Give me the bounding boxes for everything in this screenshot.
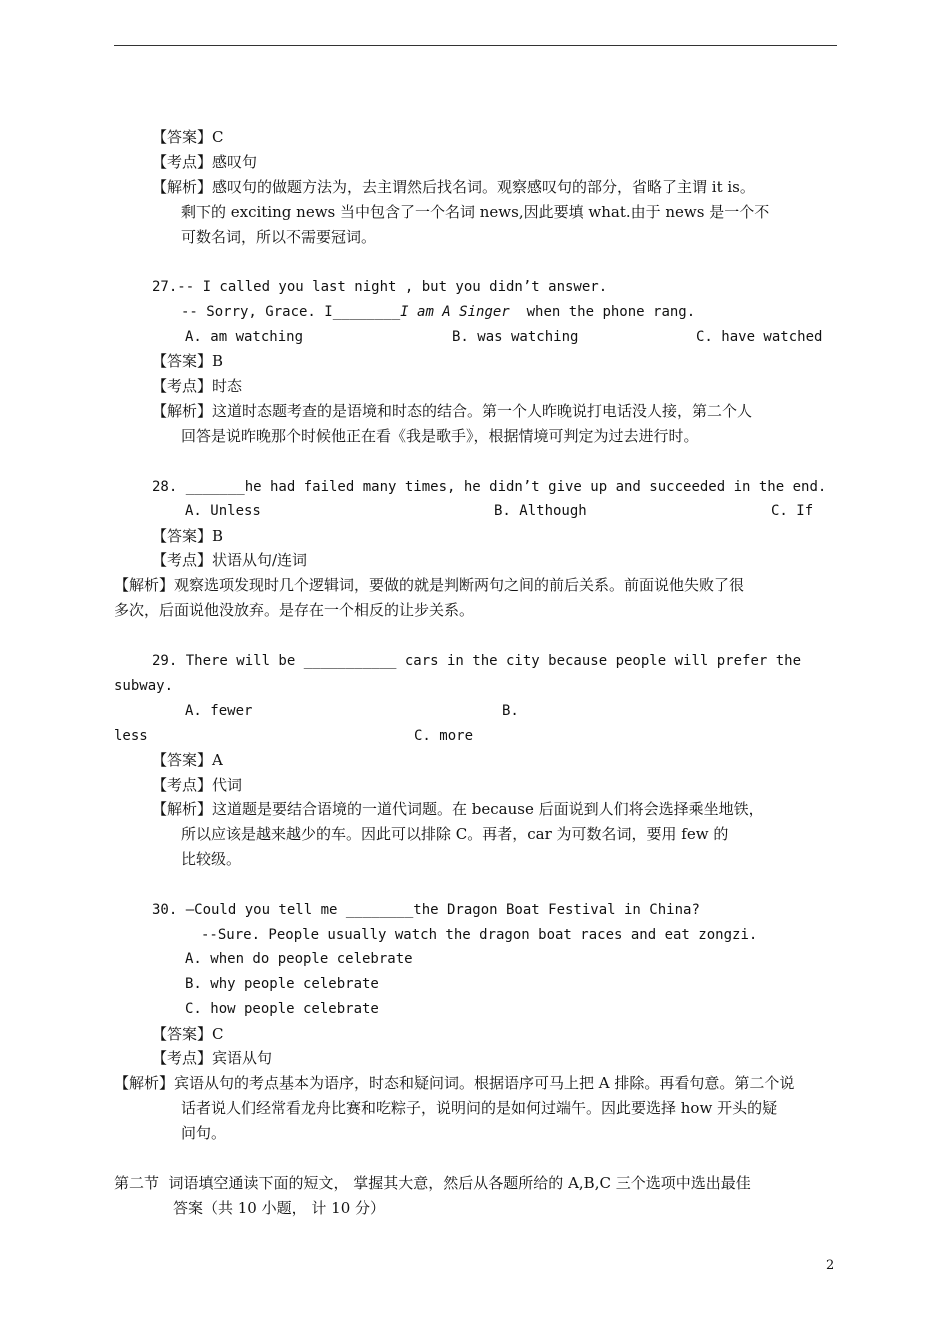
q29-question: 29. There will be ___________ cars in the city because people will prefer the — [152, 653, 802, 669]
q27-reply-post: when the phone rang. — [509, 304, 696, 320]
q29-option-b: B. — [502, 703, 519, 719]
q28-analysis-1: 【解析】观察选项发现时几个逻辑词，要做的就是判断两句之间的前后关系。前面说他失败了很 — [114, 576, 745, 594]
q30-option-b: B. why people celebrate — [185, 976, 379, 992]
q29-option-b-cont: less — [114, 728, 148, 744]
q30-answer: 【答案】C — [152, 1025, 224, 1043]
q27-reply-pre: -- Sorry, Grace. I________ — [181, 304, 401, 320]
q27-analysis-1: 【解析】这道时态题考查的是语境和时态的结合。第一个人昨晚说打电话没人接，第二个人 — [152, 402, 753, 420]
q27-option-c: C. have watched — [696, 329, 823, 345]
q29-point: 【考点】代词 — [152, 776, 243, 794]
q28-option-b: B. Although — [494, 503, 587, 519]
q29-option-a: A. fewer — [185, 703, 253, 719]
q28-point: 【考点】状语从句/连词 — [152, 551, 308, 569]
q28-answer: 【答案】B — [152, 527, 224, 545]
q30-reply: --Sure. People usually watch the dragon boat races and eat zongzi. — [201, 927, 758, 943]
q26-analysis-1: 【解析】感叹句的做题方法为，去主谓然后找名词。观察感叹句的部分，省略了主谓 it is。 — [152, 178, 755, 196]
q27-answer: 【答案】B — [152, 352, 224, 370]
section2-heading-cont: 答案（共 10 小题， 计 10 分） — [173, 1199, 386, 1217]
q30-analysis-1: 【解析】宾语从句的考点基本为语序，时态和疑问词。根据语序可马上把 A 排除。再看句意。第二个说 — [114, 1074, 795, 1092]
q30-analysis-3: 问句。 — [181, 1124, 227, 1142]
q29-question-cont: subway. — [114, 678, 174, 694]
q28-option-a: A. Unless — [185, 503, 261, 519]
q30-point: 【考点】宾语从句 — [152, 1049, 273, 1067]
q29-answer: 【答案】A — [152, 751, 223, 769]
q29-analysis-2: 所以应该是越来越少的车。因此可以排除 C。再者，car 为可数名词，要用 few 的 — [181, 825, 729, 843]
q30-option-c: C. how people celebrate — [185, 1001, 379, 1017]
q29-analysis-3: 比较级。 — [181, 850, 242, 868]
q30-question: 30. –Could you tell me ________the Dragon Boat Festival in China? — [152, 902, 700, 918]
q26-analysis-3: 可数名词，所以不需要冠词。 — [181, 228, 377, 246]
q26-answer: 【答案】C — [152, 128, 224, 146]
q28-analysis-2: 多次，后面说他没放弃。是存在一个相反的让步关系。 — [114, 601, 475, 619]
q29-option-c: C. more — [414, 728, 474, 744]
page-number: 2 — [826, 1258, 835, 1273]
q26-point: 【考点】感叹句 — [152, 153, 258, 171]
header-rule — [114, 45, 837, 46]
q28-question: 28. _______he had failed many times, he didn’t give up and succeeded in the end. — [152, 479, 827, 495]
q27-option-a: A. am watching — [185, 329, 304, 345]
q27-point: 【考点】时态 — [152, 377, 243, 395]
q27-question: 27.-- I called you last night , but you didn’t answer. — [152, 279, 608, 295]
q27-analysis-2: 回答是说昨晚那个时候他正在看《我是歌手》，根据情境可判定为过去进行时。 — [181, 427, 699, 445]
q26-analysis-2: 剩下的 exciting news 当中包含了一个名词 news,因此要填 what.由于 news 是一个不 — [181, 203, 770, 221]
q27-reply — [181, 302, 695, 322]
q28-option-c: C. If — [771, 503, 814, 519]
q30-option-a: A. when do people celebrate — [185, 951, 413, 967]
q27-option-b: B. was watching — [452, 329, 579, 345]
q27-reply-italic: I am A Singer — [400, 304, 510, 320]
q29-analysis-1: 【解析】这道题是要结合语境的一道代词题。在 because 后面说到人们将会选择乘坐地铁， — [152, 800, 764, 818]
section2-heading: 第二节 词语填空通读下面的短文， 掌握其大意，然后从各题所给的 A,B,C 三个选项中选出最佳 — [114, 1174, 751, 1192]
q30-analysis-2: 话者说人们经常看龙舟比赛和吃粽子，说明问的是如何过端午。因此要选择 how 开头的疑 — [181, 1099, 778, 1117]
